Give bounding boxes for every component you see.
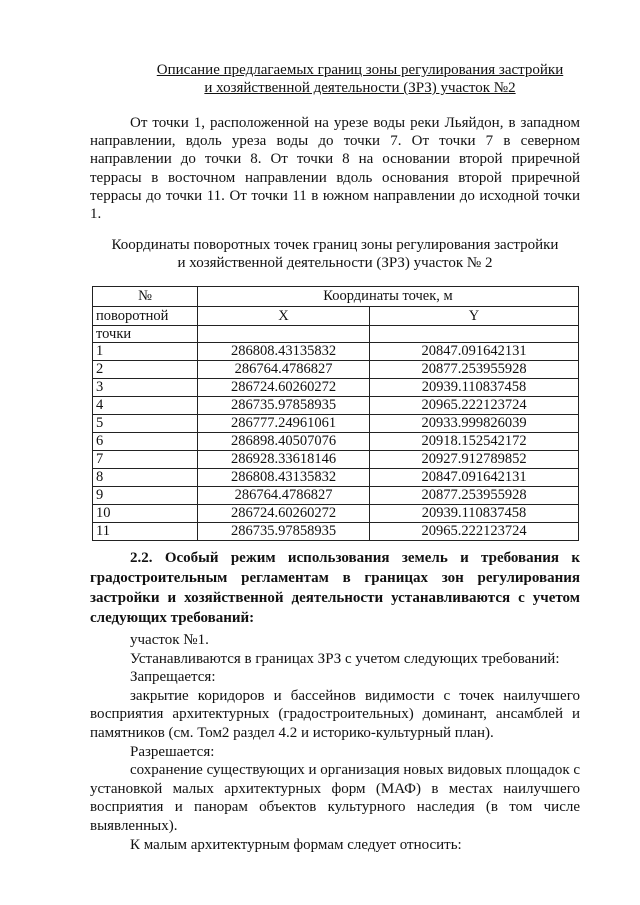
header-coordinates: Координаты точек, м [198,287,579,307]
y-coordinate-cell: 20877.253955928 [370,487,579,505]
body-paragraph: Разрешается: [130,743,215,760]
boundary-description-paragraph: От точки 1, расположенной на урезе воды реки Льяйдон, в западном направлении, вдоль уреза воды до точки 7. От точки 7 в северном направлении до точки 8. От точки 8 на основании второй приречной террасы в восточном направлении вдоль основания второй приречной террасы до точки 11. От точки 11 в южном направлении до исходной точки 1. [90,115,580,223]
y-coordinate-cell: 20847.091642131 [370,343,579,361]
y-coordinate-cell: 20965.222123724 [370,523,579,541]
section-heading: 2.2. Особый режим использования земель и требования к градостроительным регламентам в границах зон регулирования застройки и хозяйственной деятельности устанавливаются с учетом следующих требований: [90,550,580,626]
table-row [93,451,579,469]
section-body [90,631,580,854]
body-paragraph: Устанавливаются в границах ЗРЗ с учетом следующих требований: [130,650,560,667]
y-coordinate-cell: 20918.152542172 [370,433,579,451]
table-row [93,433,579,451]
body-paragraph: Запрещается: [130,669,216,686]
point-number-cell: 6 [93,433,198,451]
point-number-cell: 11 [93,523,198,541]
x-coordinate-cell: 286724.60260272 [198,379,370,397]
point-number-cell: 2 [93,361,198,379]
table-row [93,397,579,415]
table-header-row [93,287,579,307]
x-coordinate-cell: 286777.24961061 [198,415,370,433]
x-coordinate-cell: 286898.40507076 [198,433,370,451]
table-row [93,469,579,487]
body-paragraph: закрытие коридоров и бассейнов видимости с точек наилучшего восприятия архитектурных (градостроительных) доминант, ансамблей и памятников (см. Том2 раздел 4.2 и историко-культурный план). [90,687,580,741]
y-coordinate-cell: 20965.222123724 [370,397,579,415]
table-caption-line-2: и хозяйственной деятельности (ЗРЗ) участок № 2 [177,255,493,271]
x-coordinate-cell: 286928.33618146 [198,451,370,469]
table-row [93,523,579,541]
point-number-cell: 1 [93,343,198,361]
table-row [93,415,579,433]
table-caption [100,236,570,272]
header-number-line-1: № [93,287,198,307]
title-line-2: и хозяйственной деятельности (ЗРЗ) участок №2 [204,80,516,96]
header-number-line-2: поворотной [93,307,198,326]
point-number-cell: 7 [93,451,198,469]
x-coordinate-cell: 286764.4786827 [198,361,370,379]
header-spacer [198,326,370,343]
table-row [93,379,579,397]
x-coordinate-cell: 286735.97858935 [198,523,370,541]
body-paragraph: участок №1. [130,632,209,648]
y-coordinate-cell: 20927.912789852 [370,451,579,469]
title-line-1: Описание предлагаемых границ зоны регулирования застройки [156,62,564,78]
x-coordinate-cell: 286735.97858935 [198,397,370,415]
header-x: X [198,307,370,326]
y-coordinate-cell: 20933.999826039 [370,415,579,433]
table-row [93,343,579,361]
point-number-cell: 5 [93,415,198,433]
y-coordinate-cell: 20877.253955928 [370,361,579,379]
x-coordinate-cell: 286764.4786827 [198,487,370,505]
header-number-line-3: точки [93,326,198,343]
table-row [93,487,579,505]
coordinates-table [92,286,579,541]
y-coordinate-cell: 20939.110837458 [370,505,579,523]
table-header-row [93,307,579,326]
x-coordinate-cell: 286808.43135832 [198,343,370,361]
table-row [93,361,579,379]
x-coordinate-cell: 286724.60260272 [198,505,370,523]
table-header-row [93,326,579,343]
body-paragraph: сохранение существующих и организация новых видовых площадок с установкой малых архитектурных форм (МАФ) в местах наилучшего восприятия и панорам объектов культурного наследия (в том числе выявленных). [90,762,581,834]
y-coordinate-cell: 20939.110837458 [370,379,579,397]
point-number-cell: 9 [93,487,198,505]
y-coordinate-cell: 20847.091642131 [370,469,579,487]
header-spacer [370,326,579,343]
body-paragraph: К малым архитектурным формам следует относить: [130,836,462,853]
point-number-cell: 3 [93,379,198,397]
table-row [93,505,579,523]
header-y: Y [370,307,579,326]
table-caption-line-1: Координаты поворотных точек границ зоны регулирования застройки [111,237,559,253]
x-coordinate-cell: 286808.43135832 [198,469,370,487]
point-number-cell: 8 [93,469,198,487]
page-title [150,61,570,97]
point-number-cell: 4 [93,397,198,415]
point-number-cell: 10 [93,505,198,523]
